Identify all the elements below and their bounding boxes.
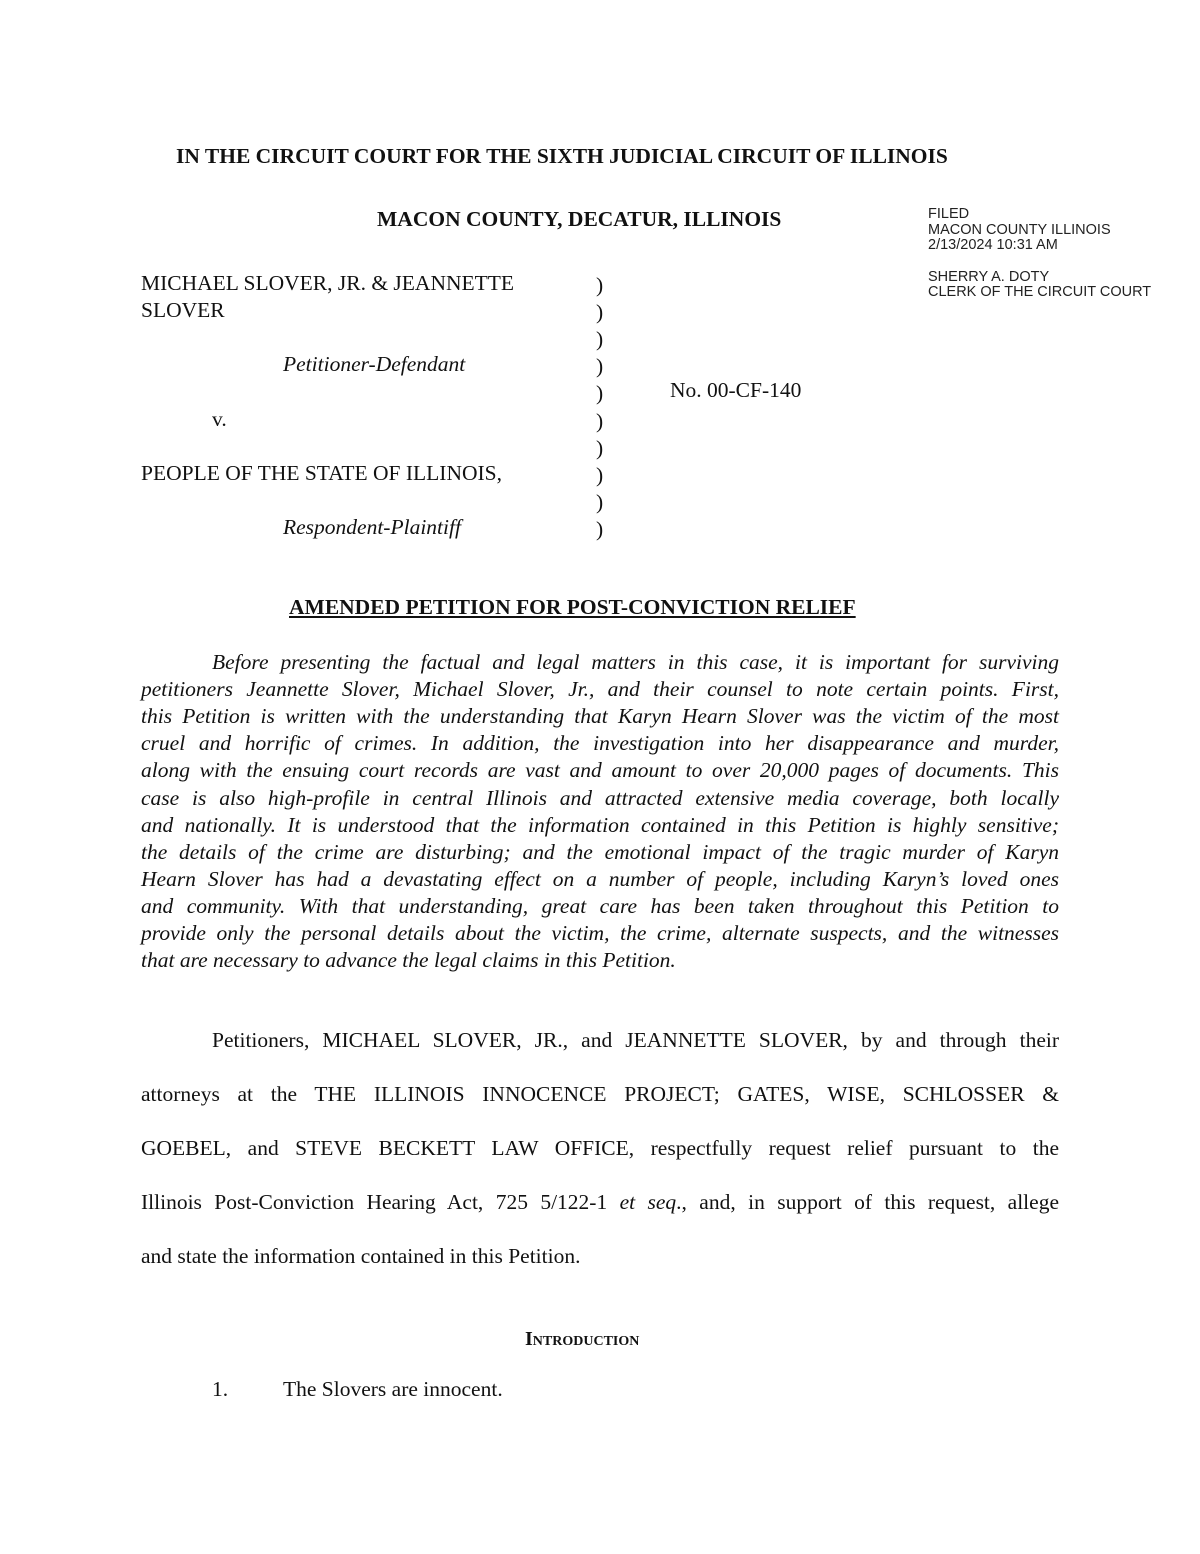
caption-paren: ) [596,273,604,297]
petitioner-name: MICHAEL SLOVER, JR. & JEANNETTE [141,271,515,295]
body-line [141,1192,1059,1214]
preface-line: provide only the personal details about the victim, the crime, alternate suspects, and the witnesses [141,921,1059,945]
body-line-text: ., and, in support of this request, allege [676,1190,1059,1214]
body-line: attorneys at the THE ILLINOIS INNOCENCE PROJECT; GATES, WISE, SCHLOSSER & [141,1082,1059,1106]
body-line-text: Illinois Post-Conviction Hearing Act, 725 5/122-1 [141,1190,620,1214]
respondent-role: Respondent-Plaintiff [283,515,461,539]
filed-stamp-line: FILED [928,206,970,222]
preface-line: the details of the crime are disturbing; and the emotional impact of the tragic murder of Karyn [141,839,1059,864]
preface-line: and community. With that understanding, great care has been taken throughout this Petition to [141,893,1059,918]
preface-line: and nationally. It is understood that the information contained in this Petition is highly sensitive; [141,812,1059,837]
case-number: No. 00-CF-140 [670,378,802,402]
filed-stamp-line: SHERRY A. DOTY [928,268,1050,285]
body-line: Petitioners, MICHAEL SLOVER, JR., and JEANNETTE SLOVER, by and through their [212,1028,1059,1052]
paragraph-number: 1. [212,1377,229,1401]
filed-stamp-line: 2/13/2024 10:31 AM [928,237,1058,253]
caption-paren: ) [596,489,604,514]
caption-paren: ) [596,462,604,487]
preface-line: this Petition is written with the understanding that Karyn Hearn Slover was the victim of the most [141,704,1059,729]
court-header: IN THE CIRCUIT COURT FOR THE SIXTH JUDICIAL CIRCUIT OF ILLINOIS [176,144,948,168]
filed-stamp [928,207,1151,301]
body-line: GOEBEL, and STEVE BECKETT LAW OFFICE, respectfully request relief pursuant to the [141,1136,1059,1160]
body-line-italic: et seq [619,1190,677,1214]
caption-paren: ) [596,435,604,460]
petitioner-name: SLOVER [141,298,225,322]
caption-paren: ) [596,516,604,541]
preface-line: cruel and horrific of crimes. In addition, the investigation into her disappearance and murder, [141,731,1059,756]
paragraph-text: The Slovers are innocent. [283,1377,503,1401]
caption-paren: ) [596,381,604,406]
preface-line: that are necessary to advance the legal claims in this Petition. [141,948,676,973]
preface-line: Before presenting the factual and legal matters in this case, it is important for surviving [212,650,1059,674]
caption-paren: ) [596,300,604,325]
filed-stamp-line: CLERK OF THE CIRCUIT COURT [928,284,1152,300]
section-heading: Introduction [525,1328,640,1350]
body-line: and state the information contained in this Petition. [141,1244,581,1268]
caption-paren: ) [596,408,604,433]
caption-paren: ) [596,327,604,352]
respondent-name: PEOPLE OF THE STATE OF ILLINOIS, [141,461,502,485]
preface-line: along with the ensuing court records are vast and amount to over 20,000 pages of documents. This [141,758,1059,783]
preface-line: case is also high-profile in central Illinois and attracted extensive media coverage, both locally [141,785,1059,810]
petitioner-role: Petitioner-Defendant [283,352,466,376]
county-header: MACON COUNTY, DECATUR, ILLINOIS [377,207,782,231]
filed-stamp-line: MACON COUNTY ILLINOIS [928,221,1111,238]
document-title: AMENDED PETITION FOR POST-CONVICTION RELIEF [289,595,856,619]
caption-paren: ) [596,354,604,379]
versus: v. [212,407,227,431]
preface-line: petitioners Jeannette Slover, Michael Slover, Jr., and their counsel to note certain points. First, [141,677,1059,702]
preface-line: Hearn Slover has had a devastating effect on a number of people, including Karyn’s loved ones [141,866,1059,891]
